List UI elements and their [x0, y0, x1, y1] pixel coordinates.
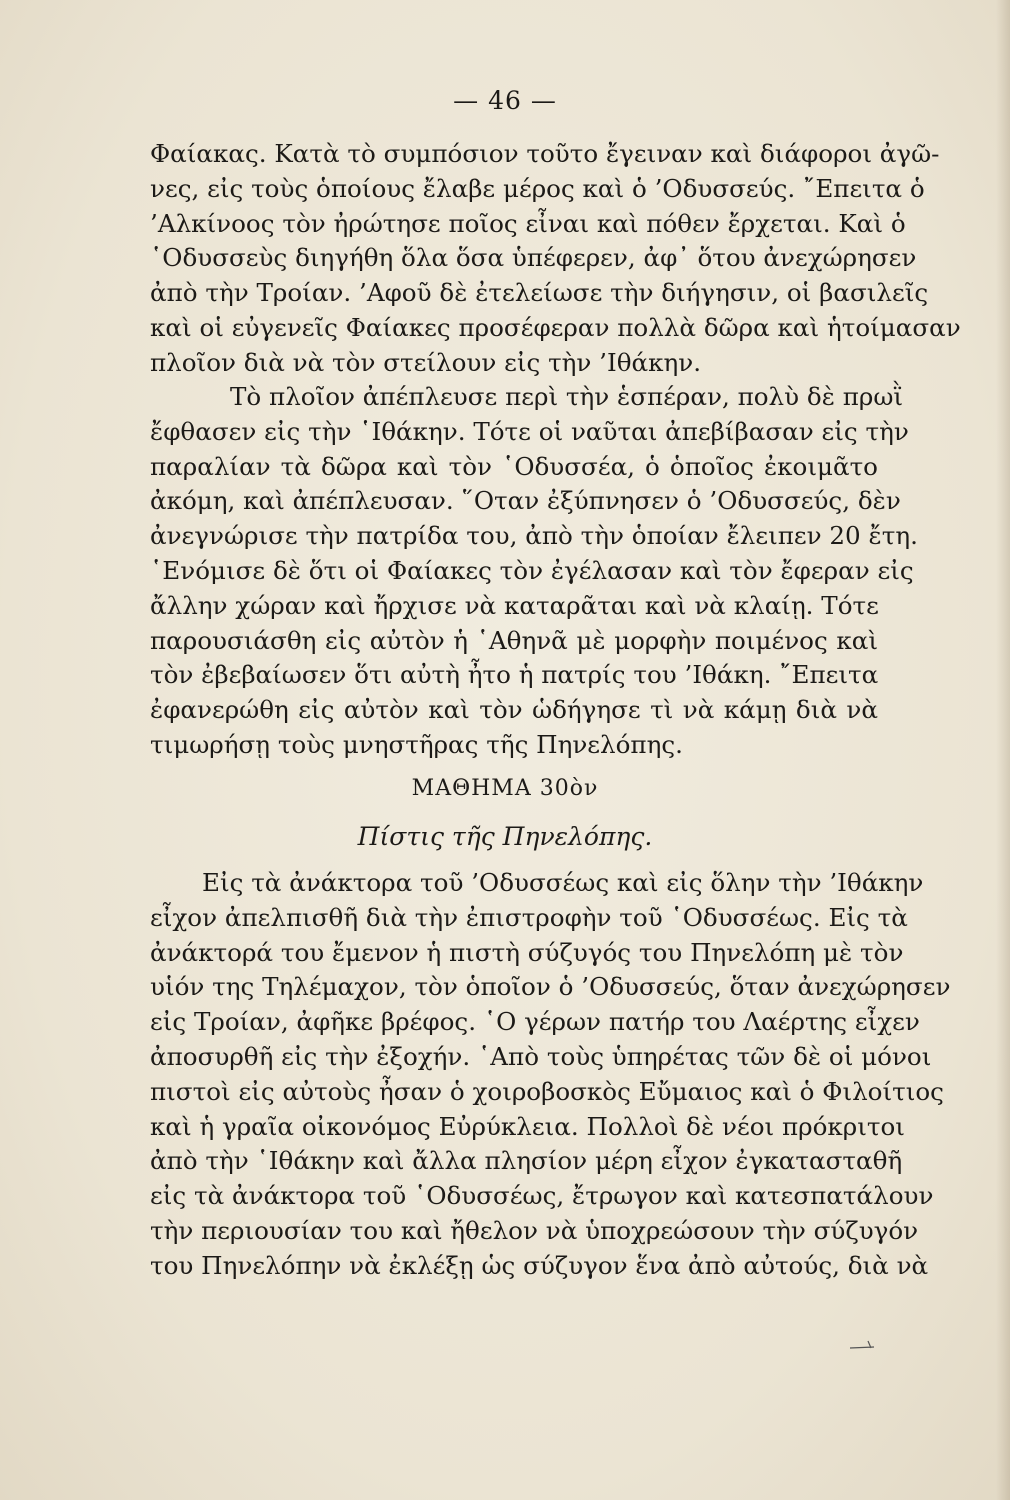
text-line: ’Αλκίνοος τὸν ἠρώτησε ποῖος εἶναι καὶ πόθεν ἔρχεται. Καὶ ὁ	[150, 208, 906, 238]
lesson-heading: ΜΑΘΗΜΑ 30ὸν	[411, 776, 599, 801]
text-line: ἔφθασεν εἰς τὴν ῾Ιθάκην. Τότε οἱ ναῦται ἀπεβίβασαν εἰς τὴν	[150, 416, 909, 446]
text-line: πλοῖον διὰ νὰ τὸν στείλουν εἰς τὴν ’Ιθάκην.	[150, 347, 702, 377]
text-line: τιμωρήσῃ τοὺς μνηστῆρας τῆς Πηνελόπης.	[150, 729, 683, 759]
text-line: ἄλλην χώραν καὶ ἤρχισε νὰ καταρᾶται καὶ νὰ κλαίῃ. Τότε	[150, 590, 879, 620]
page-number: — 46 —	[453, 86, 557, 115]
text-line: εἰς τὰ ἀνάκτορα τοῦ ῾Οδυσσέως, ἔτρωγον καὶ κατεσπατάλουν	[150, 1181, 934, 1211]
text-line: ἐφανερώθη εἰς αὐτὸν καὶ τὸν ὡδήγησε τὶ νὰ κάμῃ διὰ νὰ	[150, 695, 878, 725]
text-line: ἀπὸ τὴν ῾Ιθάκην καὶ ἄλλα πλησίον μέρη εἶχον ἐγκατασταθῆ	[150, 1146, 903, 1176]
text-line: εἶχον ἀπελπισθῆ διὰ τὴν ἐπιστροφὴν τοῦ ῾Οδυσσέως. Εἰς τὰ	[150, 902, 908, 932]
text-line: ἀκόμη, καὶ ἀπέπλευσαν. ῞Οταν ἐξύπνησεν ὁ ’Οδυσσεύς, δὲν	[150, 486, 901, 516]
paragraph-2	[150, 380, 918, 763]
text-line: ῾Ενόμισε δὲ ὅτι οἱ Φαίακες τὸν ἐγέλασαν καὶ τὸν ἔφεραν εἰς	[150, 555, 914, 585]
text-line: τὸν ἐβεβαίωσεν ὅτι αὐτὴ ἦτο ἡ πατρίς του ’Ιθάκη. ῎Επειτα	[150, 660, 879, 690]
text-line: Τὸ πλοῖον ἀπέπλευσε περὶ τὴν ἑσπέραν, πολὺ δὲ πρωῒ	[230, 382, 904, 411]
text-line: υἱόν της Τηλέμαχον, τὸν ὁποῖον ὁ ’Οδυσσεύς, ὅταν ἀνεχώρησεν	[150, 972, 951, 1002]
pencil-mark-icon	[848, 1338, 876, 1352]
text-line: ἀνεγνώρισε τὴν πατρίδα του, ἀπὸ τὴν ὁποίαν ἔλειπεν 20 ἔτη.	[150, 521, 918, 551]
text-line: ἀνάκτορά του ἔμενον ἡ πιστὴ σύζυγός του Πηνελόπη μὲ τὸν	[150, 937, 904, 967]
text-line: νες, εἰς τοὺς ὁποίους ἔλαβε μέρος καὶ ὁ ’Οδυσσεύς. ῎Επειτα ὁ	[150, 173, 925, 203]
text-line: παραλίαν τὰ δῶρα καὶ τὸν ῾Οδυσσέα, ὁ ὁποῖος ἐκοιμᾶτο	[150, 451, 878, 481]
paragraph-1	[150, 137, 961, 381]
text-line: ῾Οδυσσεὺς διηγήθη ὅλα ὅσα ὑπέφερεν, ἀφ᾿ ὅτου ἀνεχώρησεν	[150, 243, 917, 273]
text-line: Εἰς τὰ ἀνάκτορα τοῦ ’Οδυσσέως καὶ εἰς ὅλην τὴν ’Ιθάκην	[202, 868, 924, 897]
text-line: Φαίακας. Κατὰ τὸ συμπόσιον τοῦτο ἔγειναν καὶ διάφοροι ἀγῶ-	[150, 139, 940, 168]
text-line: παρουσιάσθη εἰς αὐτὸν ἡ ῾Αθηνᾶ μὲ μορφὴν ποιμένος καὶ	[150, 625, 878, 655]
text-line: εἰς Τροίαν, ἀφῆκε βρέφος. ῾Ο γέρων πατήρ του Λαέρτης εἶχεν	[150, 1007, 920, 1037]
page-edge-shadow	[996, 0, 1010, 1500]
text-line: ἀπὸ τὴν Τροίαν. ’Αφοῦ δὲ ἐτελείωσε τὴν διήγησιν, οἱ βασιλεῖς	[150, 278, 929, 308]
text-line: καὶ οἱ εὐγενεῖς Φαίακες προσέφεραν πολλὰ δῶρα καὶ ἡτοίμασαν	[150, 312, 961, 342]
text-line: πιστοὶ εἰς αὐτοὺς ἦσαν ὁ χοιροβοσκὸς Εὔμαιος καὶ ὁ Φιλοίτιος	[150, 1076, 944, 1106]
text-line: καὶ ἡ γραῖα οἰκονόμος Εὐρύκλεια. Πολλοὶ δὲ νέοι πρόκριτοι	[150, 1111, 905, 1141]
paragraph-3	[150, 866, 951, 1284]
lesson-title: Πίστις τῆς Πηνελόπης.	[357, 822, 653, 851]
text-line: ἀποσυρθῆ εἰς τὴν ἐξοχήν. ῾Απὸ τοὺς ὑπηρέτας τῶν δὲ οἱ μόνοι	[150, 1041, 932, 1071]
text-line: τὴν περιουσίαν του καὶ ἤθελον νὰ ὑποχρεώσουν τὴν σύζυγόν	[150, 1215, 919, 1245]
text-line: του Πηνελόπην νὰ ἐκλέξῃ ὡς σύζυγον ἕνα ἀπὸ αὐτούς, διὰ νὰ	[150, 1250, 929, 1280]
